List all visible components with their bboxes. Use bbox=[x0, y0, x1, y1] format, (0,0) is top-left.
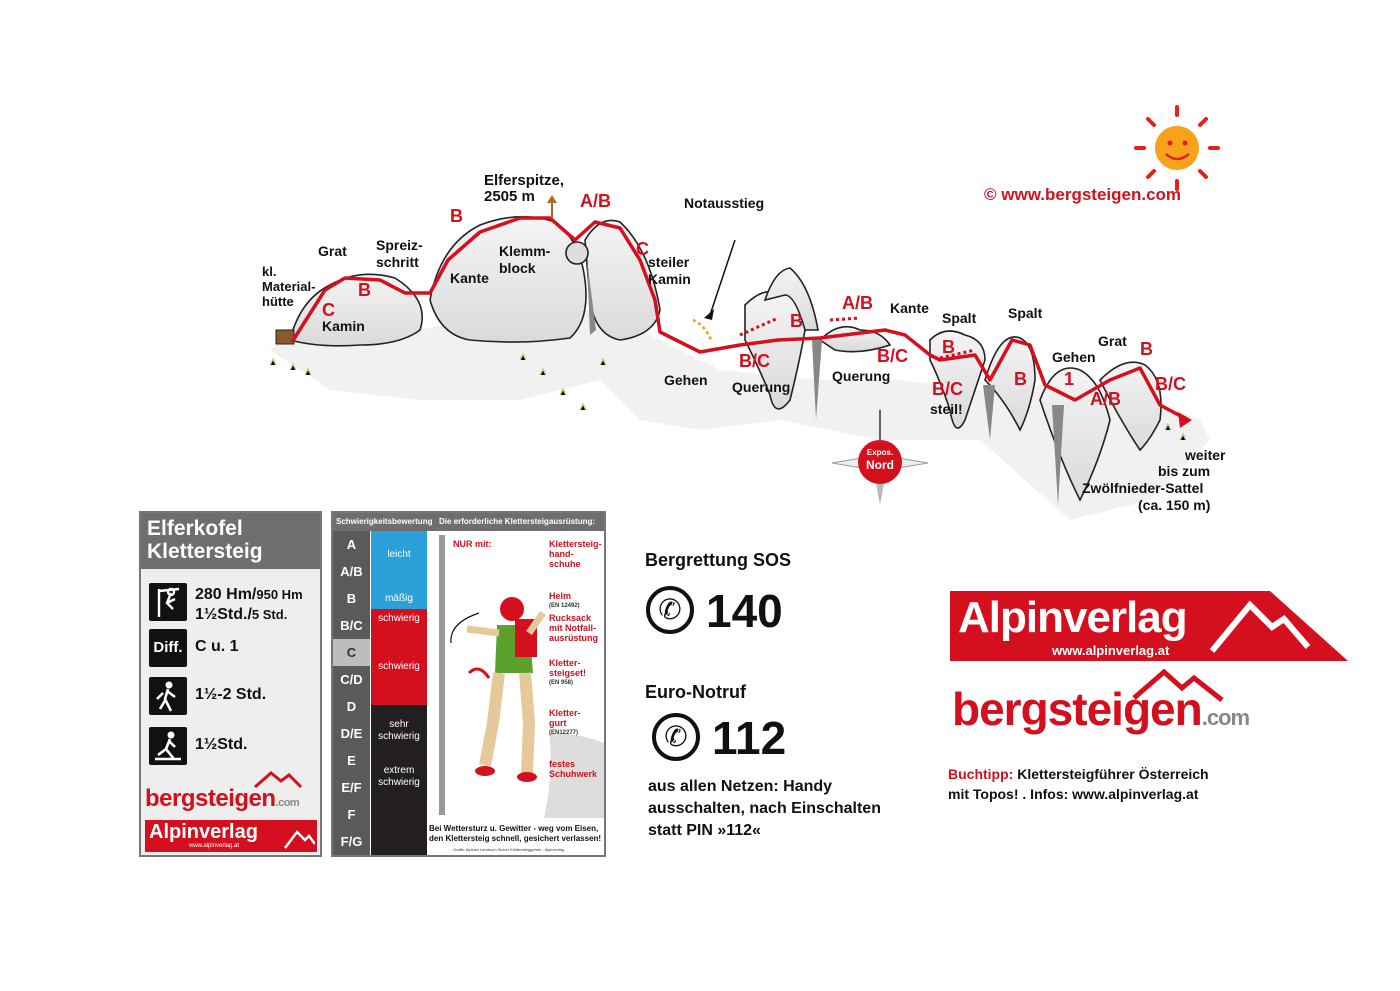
equipment-harness: Kletter- gurt (EN12277) bbox=[549, 708, 581, 736]
grade-label: B bbox=[942, 337, 955, 357]
info-difficulty-text: C u. 1 bbox=[195, 638, 239, 655]
grade-chart-header: Schwierigkeitsbewertung Die erforderliche Klettersteigausrüstung: bbox=[333, 513, 604, 531]
grade-cell: E/F bbox=[341, 780, 362, 795]
compass-expos: Expos. bbox=[866, 448, 894, 457]
phone-icon: ✆ bbox=[646, 586, 694, 634]
sos-title-1: Bergrettung SOS bbox=[645, 550, 792, 570]
grade-cell: F bbox=[347, 807, 356, 822]
sos-note: aus allen Netzen: Handy ausschalten, nach Einschalten statt PIN »112« bbox=[648, 778, 881, 839]
label-kante-1: Kante bbox=[450, 270, 489, 286]
info-ascent-text: 280 Hm/950 Hm 1½Std./5 Std. bbox=[195, 586, 303, 623]
grade-label: A/B bbox=[580, 191, 611, 211]
grade-label: A/B bbox=[842, 293, 873, 313]
label-weiter-3: Zwölfnieder-Sattel bbox=[1082, 480, 1204, 496]
grade-label: C bbox=[322, 300, 335, 320]
info-card-header bbox=[141, 513, 320, 569]
sun-logo-icon bbox=[1136, 107, 1218, 189]
descent-icon bbox=[149, 727, 187, 765]
label-spalt-2: Spalt bbox=[1008, 305, 1043, 321]
grade-cell-highlight: C bbox=[333, 639, 370, 666]
grade-cell: C/D bbox=[340, 672, 363, 687]
equipment-set: Kletter- steigset! (EN 958) bbox=[549, 658, 587, 686]
label-kamin-1: Kamin bbox=[322, 318, 365, 334]
escape-arrow bbox=[710, 240, 735, 315]
grade-cell: B bbox=[346, 591, 357, 606]
summit-arrowhead bbox=[547, 195, 557, 203]
info-title-2: Klettersteig bbox=[147, 540, 263, 563]
material-hut bbox=[276, 330, 294, 344]
label-steiler-kamin-2: Kamin bbox=[648, 271, 691, 287]
grade-label: B bbox=[790, 311, 803, 331]
equipment-gloves: Klettersteig- hand- schuhe bbox=[549, 539, 602, 569]
grade-column bbox=[333, 531, 370, 855]
band-difficult: schwierig schwierig bbox=[371, 609, 427, 705]
label-weiter-1: weiter bbox=[1185, 447, 1226, 463]
grade-cell: F/G bbox=[340, 834, 363, 849]
sos-title-2: Euro-Notruf bbox=[645, 682, 746, 702]
grade-label: B/C bbox=[877, 346, 908, 366]
label-spalt-1: Spalt bbox=[942, 310, 977, 326]
sos-number-1: 140 bbox=[706, 585, 783, 637]
grade-label: B/C bbox=[932, 379, 963, 399]
alpinverlag-logo: Alpinverlag bbox=[958, 593, 1187, 642]
label-notausstieg: Notausstieg bbox=[684, 195, 765, 211]
grade-label: A/B bbox=[1090, 389, 1121, 409]
label-weiter-2: bis zum bbox=[1158, 463, 1211, 479]
summit-name: Elferspitze, bbox=[484, 172, 565, 189]
grade-cell: D bbox=[346, 699, 357, 714]
summit-height: 2505 m bbox=[484, 188, 535, 205]
grade-label: B bbox=[358, 280, 371, 300]
label-kante-2: Kante bbox=[890, 300, 929, 316]
grade-cell: B/C bbox=[340, 618, 363, 633]
label-klemmblock-1: Klemm- bbox=[499, 243, 551, 259]
escape-arrowhead bbox=[704, 309, 714, 320]
label-spreizschritt-2: schritt bbox=[376, 254, 419, 270]
grade-label: 1 bbox=[1064, 369, 1075, 389]
warning-text: Bei Wettersturz u. Gewitter - weg vom Eisen, den Klettersteig schnell, gesichert verlassen! bbox=[429, 824, 602, 843]
grade-cell: D/E bbox=[340, 726, 363, 741]
info-approach-text: 1½-2 Std. bbox=[195, 686, 267, 703]
grade-label: B/C bbox=[1155, 374, 1186, 394]
label-spreizschritt-1: Spreiz- bbox=[376, 237, 423, 253]
hiker-icon bbox=[149, 677, 187, 715]
phone-icon: ✆ bbox=[652, 713, 700, 761]
info-row-difficulty bbox=[149, 629, 319, 669]
alpinverlag-url: www.alpinverlag.at bbox=[1052, 643, 1170, 658]
climber-icon bbox=[149, 583, 187, 621]
equipment-shoes: festes Schuhwerk bbox=[549, 759, 598, 779]
label-hut-1: kl. bbox=[262, 264, 277, 279]
grade-label: B bbox=[450, 206, 463, 226]
band-easy: leicht mäßig bbox=[371, 531, 427, 609]
info-row-ascent bbox=[149, 583, 319, 623]
grade-cell: A/B bbox=[340, 564, 363, 579]
diff-badge: Diff. bbox=[149, 629, 187, 667]
book-tip: Buchtipp: Klettersteigführer Österreich mit Topos! . Infos: www.alpinverlag.at bbox=[948, 766, 1209, 802]
band-extreme: sehr schwierig extrem schwierig bbox=[371, 705, 427, 855]
label-querung-2: Querung bbox=[832, 368, 891, 384]
info-row-approach bbox=[149, 677, 319, 717]
nur-mit-label: NUR mit: bbox=[453, 539, 492, 549]
grade-label: B/C bbox=[739, 351, 770, 371]
grade-cell: E bbox=[347, 753, 356, 768]
info-card bbox=[139, 511, 322, 857]
info-brand-alpinverlag: Alpinverlag www.alpinverlag.at bbox=[145, 820, 317, 852]
label-gehen-2: Gehen bbox=[1052, 349, 1096, 365]
chart-credit: Grafik: Alpines Lehrbuch Sicher Klettersteiggehen - Alpinverlag bbox=[453, 847, 565, 852]
compass-nord: Nord bbox=[866, 458, 894, 472]
equipment-helmet: Helm (EN 12492) bbox=[549, 591, 580, 609]
bergsteigen-logo: bergsteigen.com bbox=[952, 683, 1250, 735]
label-steil: steil! bbox=[930, 401, 963, 417]
info-brand-bergsteigen: bergsteigen.com bbox=[145, 785, 300, 812]
label-gehen-1: Gehen bbox=[664, 372, 708, 388]
label-klemmblock-2: block bbox=[499, 260, 536, 276]
label-steiler-kamin-1: steiler bbox=[648, 254, 690, 270]
escape-route bbox=[693, 320, 712, 342]
label-hut-2: Material- bbox=[262, 279, 316, 294]
copyright-text: © www.bergsteigen.com bbox=[984, 185, 1182, 204]
info-descent-text: 1½Std. bbox=[195, 736, 248, 753]
label-hut-3: hütte bbox=[262, 294, 294, 309]
grade-label: C bbox=[636, 239, 649, 259]
sos-number-2: 112 bbox=[712, 712, 787, 764]
label-grat-2: Grat bbox=[1098, 333, 1127, 349]
grade-cell: A bbox=[346, 537, 357, 552]
label-querung-1: Querung bbox=[732, 379, 791, 395]
info-title-1: Elferkofel bbox=[147, 517, 243, 540]
alpinverlag-banner bbox=[950, 591, 1348, 661]
grade-label: B bbox=[1014, 369, 1027, 389]
equipment-backpack: Rucksack mit Notfall- ausrüstung bbox=[549, 613, 599, 643]
info-row-descent bbox=[149, 727, 319, 767]
grade-label: B bbox=[1140, 339, 1153, 359]
label-weiter-4: (ca. 150 m) bbox=[1138, 497, 1211, 513]
grade-chart bbox=[331, 511, 606, 857]
label-grat-1: Grat bbox=[318, 243, 347, 259]
